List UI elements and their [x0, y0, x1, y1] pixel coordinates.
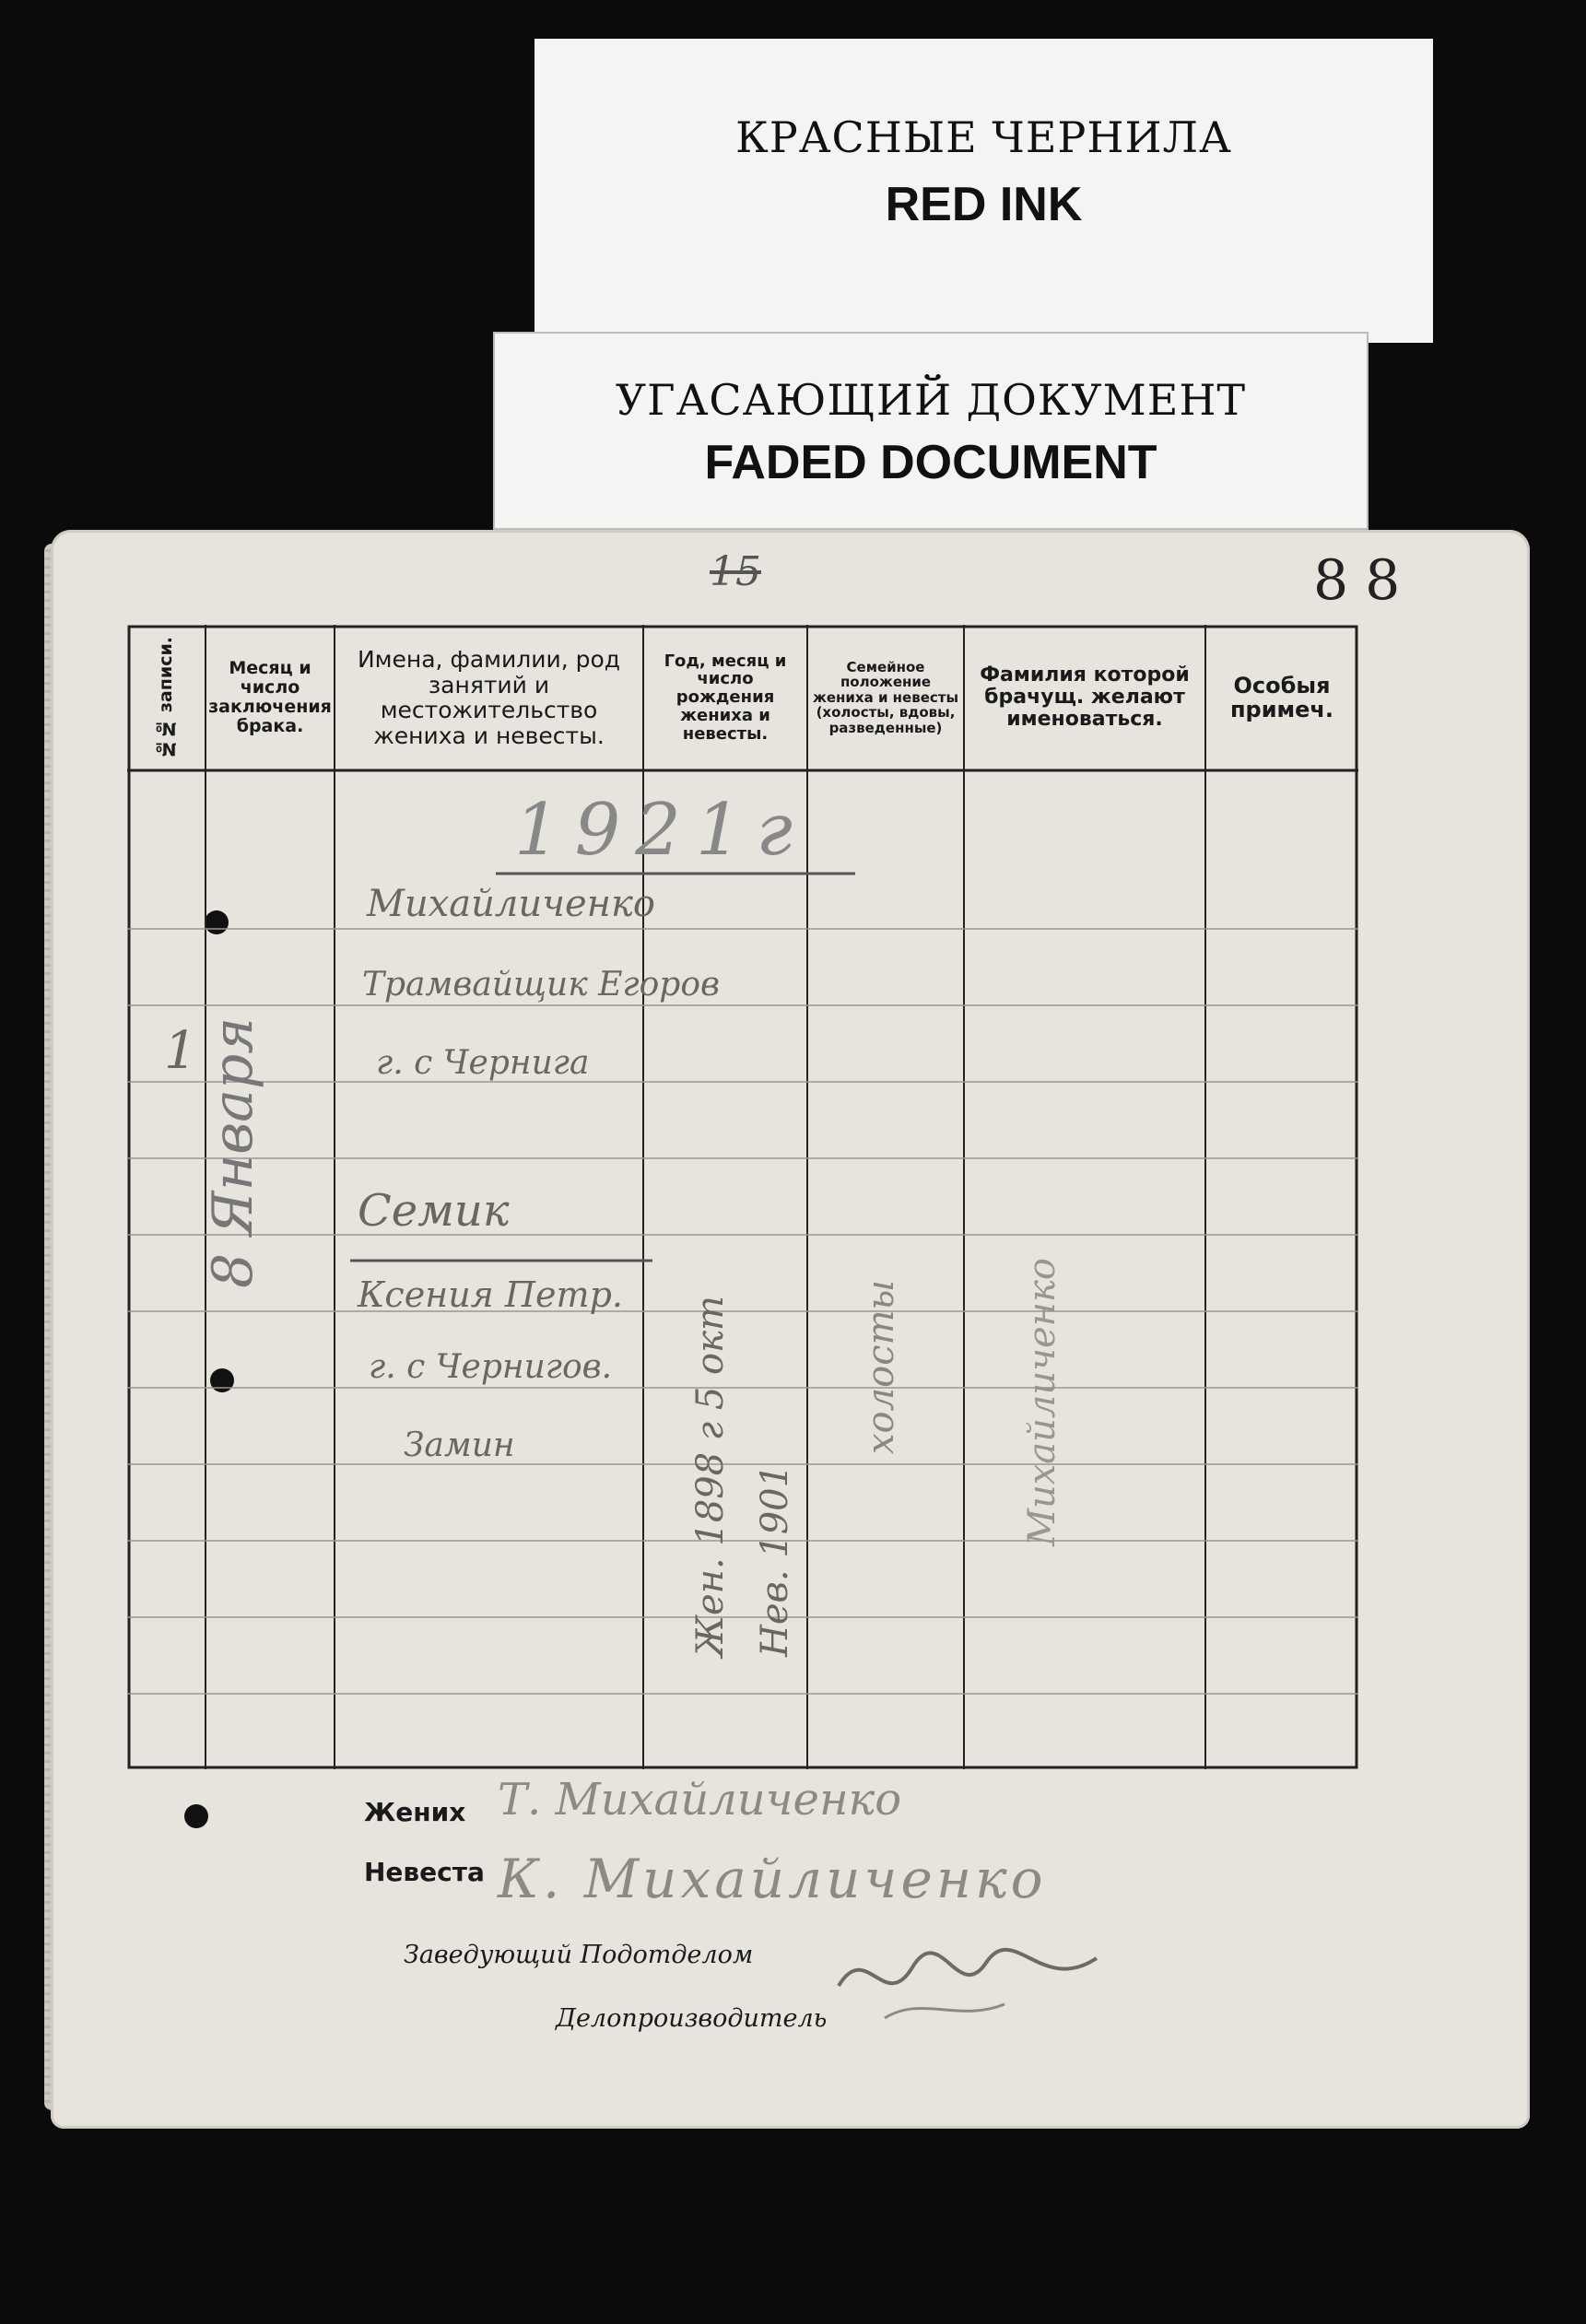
birth-groom: Жен. 1898 г 5 окт	[689, 1296, 732, 1657]
groom-label: Жених	[364, 1797, 466, 1827]
groom-signature: Т. Михайличенко	[498, 1774, 902, 1825]
bride-label: Невеста	[364, 1857, 485, 1887]
clerk-label: Делопроизводитель	[556, 2004, 828, 2033]
bride-surname: Семик	[358, 1185, 510, 1237]
red-ink-label-ru: КРАСНЫЕ ЧЕРНИЛА	[735, 112, 1232, 162]
register-table	[127, 625, 1358, 1769]
col-header-label: Семейное положение жениха и невесты (холосты, вдовы, разведенные)	[812, 658, 959, 736]
col-header-names	[335, 625, 643, 770]
entry-year: 1921г	[514, 789, 807, 872]
head-signature-scribble	[829, 1931, 1106, 2032]
bride-details: Ксения Петр.	[358, 1274, 623, 1315]
col-header-date	[206, 625, 335, 770]
faded-document-label-card	[493, 332, 1369, 530]
bride-place: г. с Чернигов.	[369, 1348, 613, 1386]
col-header-record-no	[127, 625, 206, 770]
red-ink-label-card	[535, 39, 1433, 343]
page-number: 88	[1313, 548, 1417, 613]
groom-details: Трамвайщик Егоров	[362, 966, 720, 1004]
col-header-notes	[1205, 625, 1358, 770]
punch-hole	[184, 1804, 208, 1828]
head-label: Заведующий Подотделом	[404, 1941, 754, 1969]
entry-number: 1	[164, 1021, 197, 1081]
col-header-surname	[964, 625, 1205, 770]
col-header-status	[807, 625, 964, 770]
marital-status: холосты	[860, 1279, 902, 1454]
entry-date: 8 Января	[201, 1016, 265, 1288]
new-surname: Михайличенко	[1021, 1258, 1063, 1546]
col-header-label: №№ записи.	[156, 636, 177, 759]
bride-signature: К. Михайличенко	[498, 1848, 1047, 1910]
col-header-label: Особыя примеч.	[1229, 672, 1334, 722]
birth-bride: Нев. 1901	[754, 1463, 796, 1657]
groom-surname: Михайличенко	[367, 883, 655, 925]
faded-label-ru: УГАСАЮЩИЙ ДОКУМЕНТ	[615, 375, 1247, 425]
bride-extra: Замин	[404, 1426, 515, 1464]
col-header-label: Месяц и число заключения брака.	[208, 658, 332, 736]
red-ink-label-en: RED INK	[885, 178, 1083, 231]
col-header-birth	[643, 625, 807, 770]
faded-label-en: FADED DOCUMENT	[704, 436, 1157, 489]
crossed-page-number: 15	[710, 548, 761, 595]
col-header-label: Имена, фамилии, род занятий и местожительство жениха и невесты.	[357, 646, 621, 749]
col-header-label: Фамилия которой брачущ. желают именоваться.	[980, 663, 1190, 732]
groom-place: г. с Чернига	[376, 1044, 590, 1082]
col-header-label: Год, месяц и число рождения жениха и невесты.	[664, 651, 787, 744]
